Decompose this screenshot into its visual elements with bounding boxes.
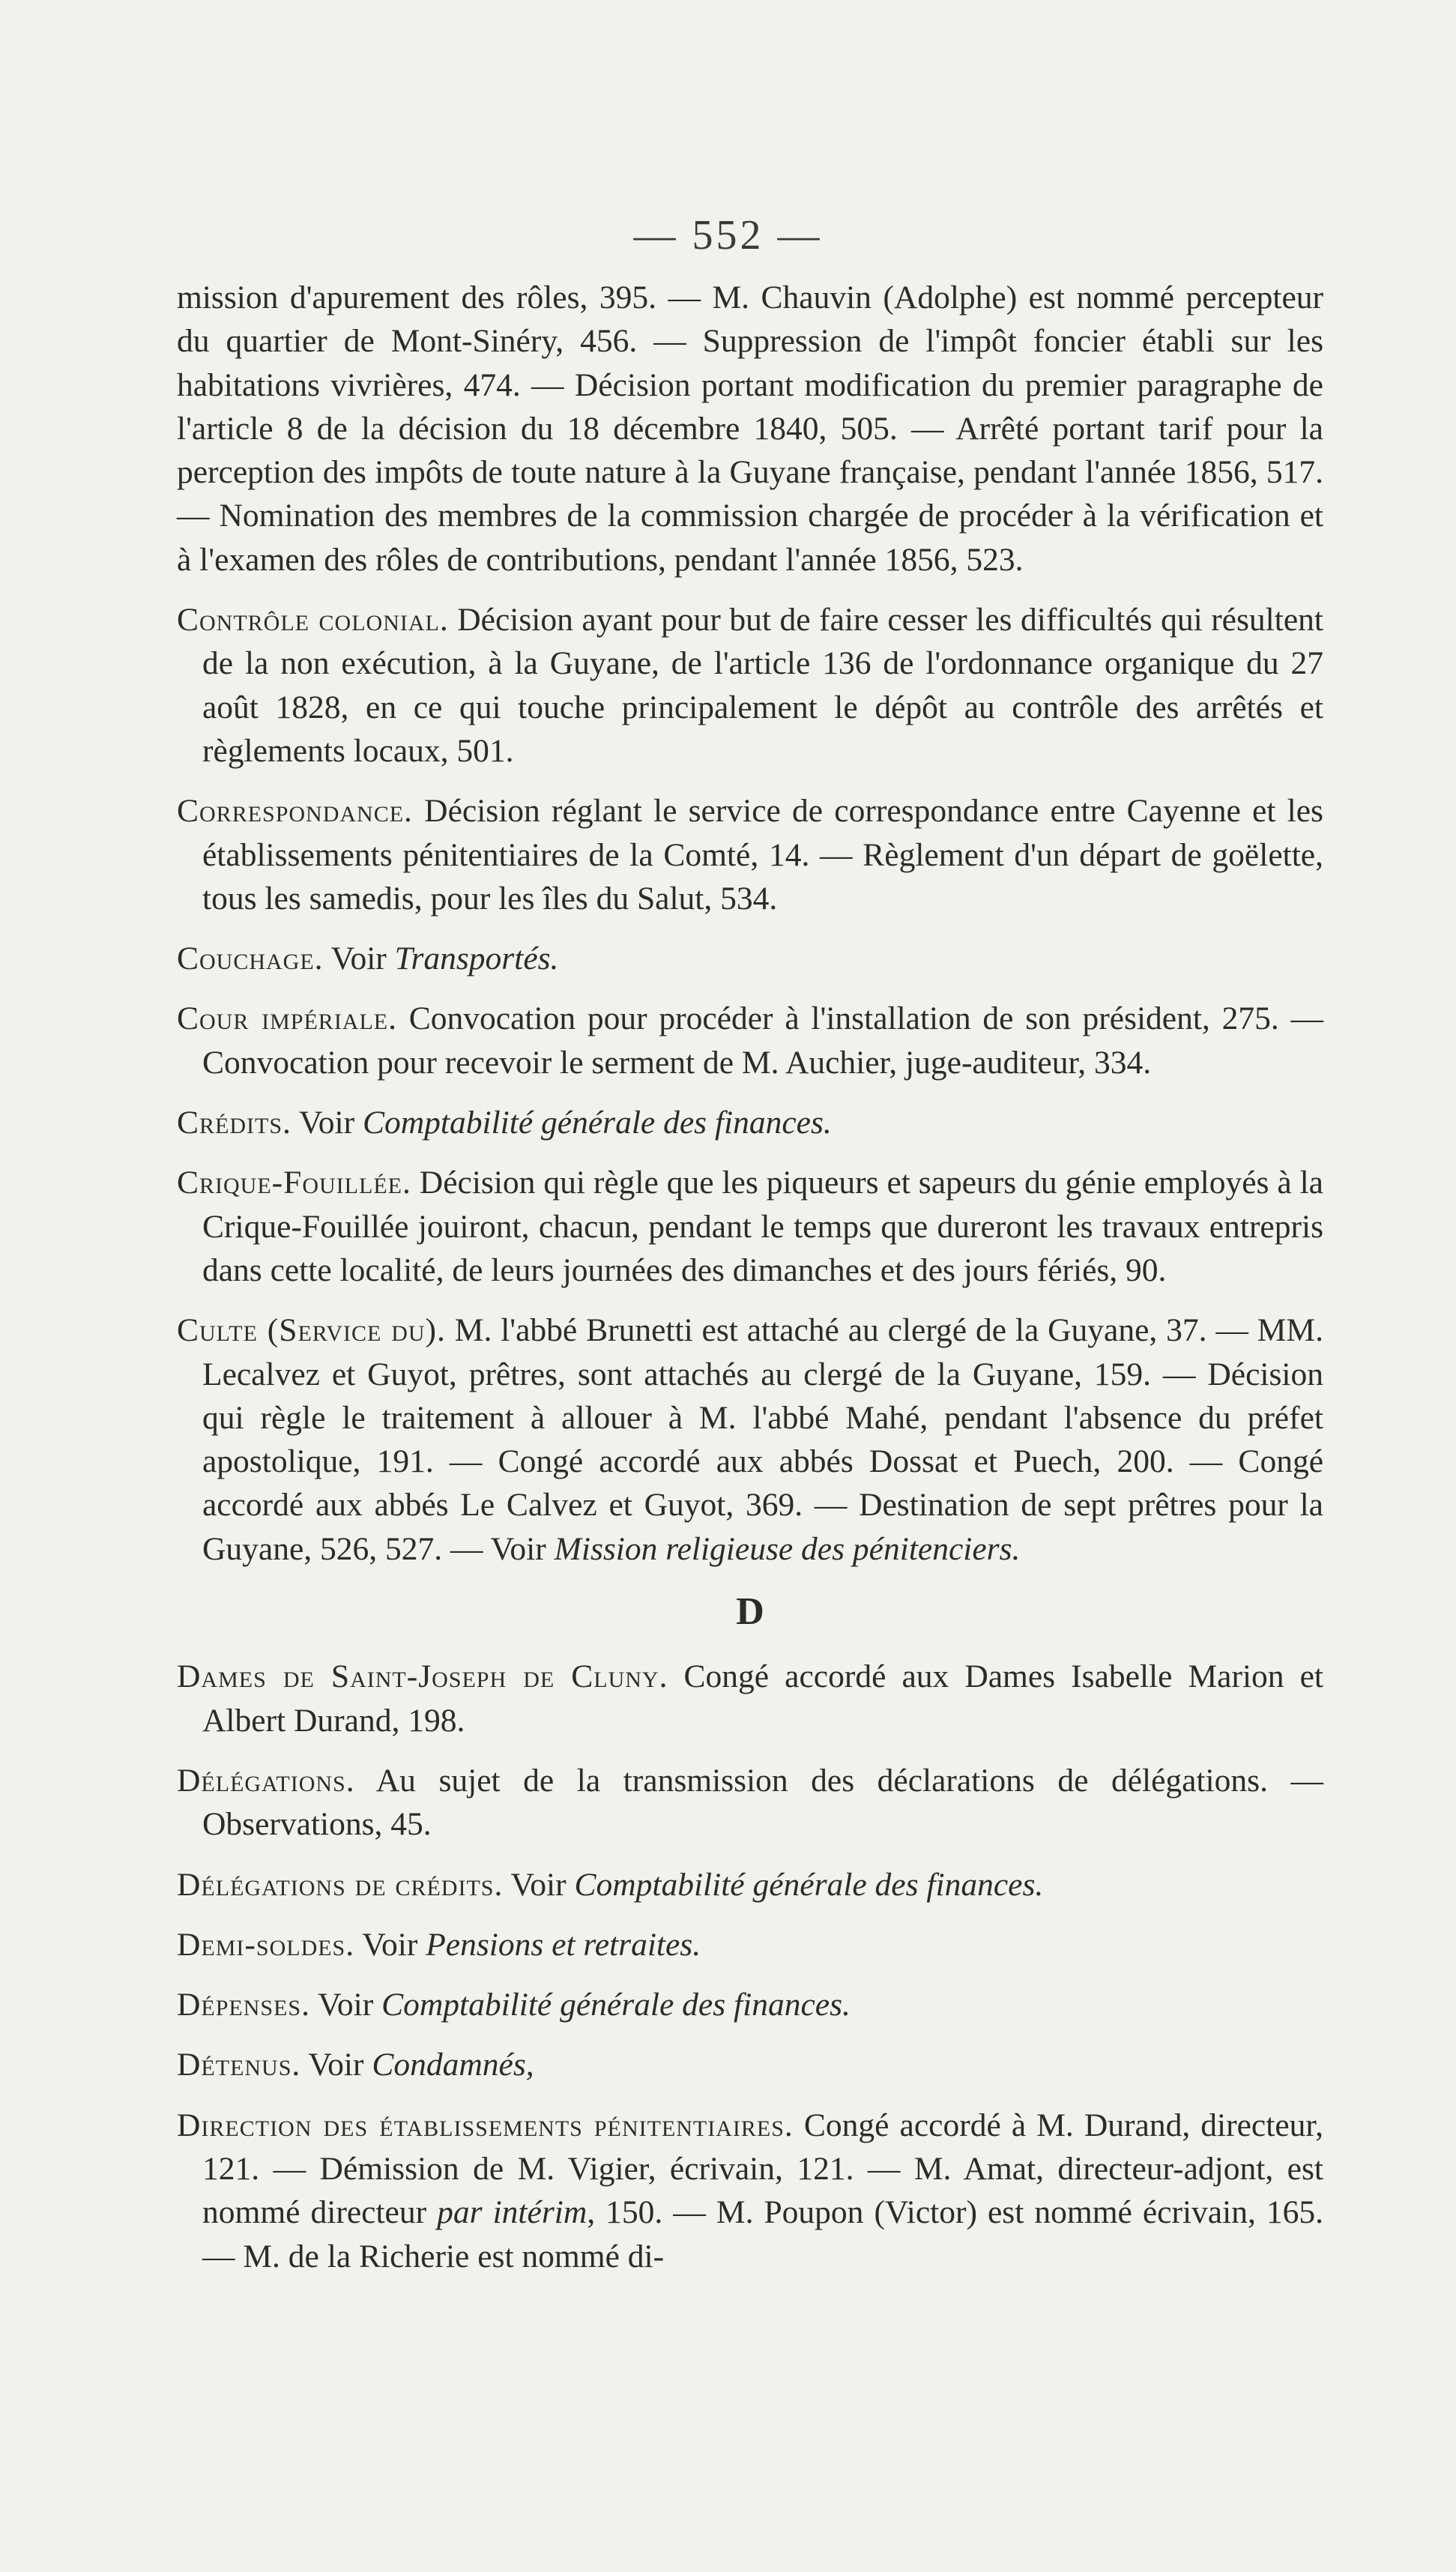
index-entry-delegations: [177, 1759, 1323, 1847]
section-letter-heading: D: [736, 1590, 764, 1634]
index-entry-correspondance: [177, 789, 1323, 920]
index-entry-crique-fouillee: [177, 1161, 1323, 1292]
entry-text: Convocation pour procéder à l'installation de son président, 275. — Convocation pour recevoir le serment de M. Auchier, juge-auditeur, 334.: [202, 1000, 1323, 1081]
entry-text: Voir: [309, 1987, 382, 2023]
index-entry-controle-colonial: [177, 598, 1323, 773]
entry-head: Délégations de crédits.: [177, 1866, 504, 1903]
entry-cross-reference: Mission religieuse des pénitenciers.: [554, 1530, 1021, 1567]
index-entry-detenus: [177, 2043, 1323, 2086]
entry-head: Crédits.: [177, 1105, 291, 1141]
entry-cross-reference: Condamnés,: [372, 2047, 534, 2083]
entry-text: Voir: [291, 1105, 363, 1141]
continuation-paragraph: [177, 276, 1323, 582]
entry-text: Voir: [323, 941, 395, 977]
entry-cross-reference: Comptabilité générale des finances.: [362, 1105, 832, 1141]
index-entry-depenses: [177, 1983, 1323, 2026]
entry-text: Décision qui règle que les piqueurs et sapeurs du génie employés à la Crique-Fouillée jouiront, chacun, pendant le temps que dureront les travaux entrepris dans cette localité, de leurs journées des dimanches et des jours fériés, 90.: [202, 1165, 1323, 1288]
index-entry-delegations-credits: [177, 1863, 1323, 1907]
entry-text: Décision ayant pour but de faire cesser les difficultés qui résultent de la non exécution, à la Guyane, de l'article 136 de l'ordonnance organique du 27 août 1828, en ce qui touche principalement le dépôt au contrôle des arrêtés et règlements locaux, 501.: [202, 602, 1323, 769]
entry-head: Demi-soldes.: [177, 1926, 355, 1963]
entry-text: Au sujet de la transmission des déclarations de délégations. — Observations, 45.: [202, 1762, 1323, 1843]
entry-head: Détenus.: [177, 2047, 301, 2083]
entry-head: Contrôle colonial.: [177, 602, 449, 639]
entry-text: Voir: [354, 1926, 426, 1963]
entry-text: Congé accordé aux Dames Isabelle Marion et Albert Durand, 198.: [202, 1658, 1323, 1739]
entry-head: Direction des établissements pénitentiaires.: [177, 2107, 794, 2143]
index-entry-cour-imperiale: [177, 997, 1323, 1084]
entry-cross-reference: Transportés.: [394, 941, 559, 977]
entry-head: Dépenses.: [177, 1987, 310, 2023]
entry-head: Dames de Saint-Joseph de Cluny.: [177, 1658, 668, 1695]
entry-cross-reference: Comptabilité générale des finances.: [381, 1987, 851, 2023]
entry-text: Voir: [300, 2047, 372, 2083]
index-entry-dames-saint-joseph: [177, 1655, 1323, 1742]
index-entry-culte: [177, 1308, 1323, 1571]
index-entry-credits: [177, 1101, 1323, 1144]
entry-cross-reference: Pensions et retraites.: [426, 1926, 701, 1963]
entry-text: Congé accordé à M. Durand, directeur, 121. — Démission de M. Vigier, écrivain, 121. — M. Amat, directeur-adjont, est nommé directeur: [202, 2107, 1323, 2231]
entry-text: Voir: [503, 1866, 575, 1903]
index-text: [177, 276, 1323, 2295]
entry-head: Crique-Fouillée.: [177, 1165, 411, 1201]
index-entry-demi-soldes: [177, 1923, 1323, 1966]
page-number: — 552 —: [633, 212, 823, 259]
entry-text: M. l'abbé Brunetti est attaché au clergé de la Guyane, 37. — MM. Lecalvez et Guyot, prêtres, sont attachés au clergé de la Guyane, 159. — Décision qui règle le traitement à allouer à M. l'abbé Mahé, pendant l'absence du préfet apostolique, 191. — Congé accordé aux abbés Dossat et Puech, 200. — Congé accordé aux abbés Le Calvez et Guyot, 369. — Destination de sept prêtres pour la Guyane, 526, 527. — Voir: [202, 1312, 1323, 1567]
entry-head: Culte (Service du).: [177, 1312, 446, 1349]
entry-cross-reference: par intérim: [437, 2194, 587, 2231]
entry-text: Décision réglant le service de correspondance entre Cayenne et les établissements pénitentiaires de la Comté, 14. — Règlement d'un départ de goëlette, tous les samedis, pour les îles du Salut, 534.: [202, 793, 1323, 917]
entry-head: Cour impériale.: [177, 1000, 398, 1037]
entry-text-tail: , 150. — M. Poupon (Victor) est nommé écrivain, 165. — M. de la Richerie est nommé di-: [202, 2194, 1323, 2274]
entry-head: Délégations.: [177, 1762, 355, 1799]
entry-head: Correspondance.: [177, 793, 413, 830]
index-entry-couchage: [177, 937, 1323, 980]
entry-head: Couchage.: [177, 941, 324, 977]
continuation-text: mission d'apurement des rôles, 395. — M. Chauvin (Adolphe) est nommé percepteur du quartier de Mont-Sinéry, 456. — Suppression de l'impôt foncier établi sur les habitations vivrières, 474. — Décision portant modification du premier paragraphe de l'article 8 de la décision du 18 décembre 1840, 505. — Arrêté portant tarif pour la perception des impôts de toute nature à la Guyane française, pendant l'année 1856, 517. — Nomination des membres de la commission chargée de procéder à la vérification et à l'examen des rôles de contributions, pendant l'année 1856, 523.: [177, 280, 1323, 578]
entry-cross-reference: Comptabilité générale des finances.: [574, 1866, 1044, 1903]
index-entry-direction-etablissements: [177, 2104, 1323, 2278]
